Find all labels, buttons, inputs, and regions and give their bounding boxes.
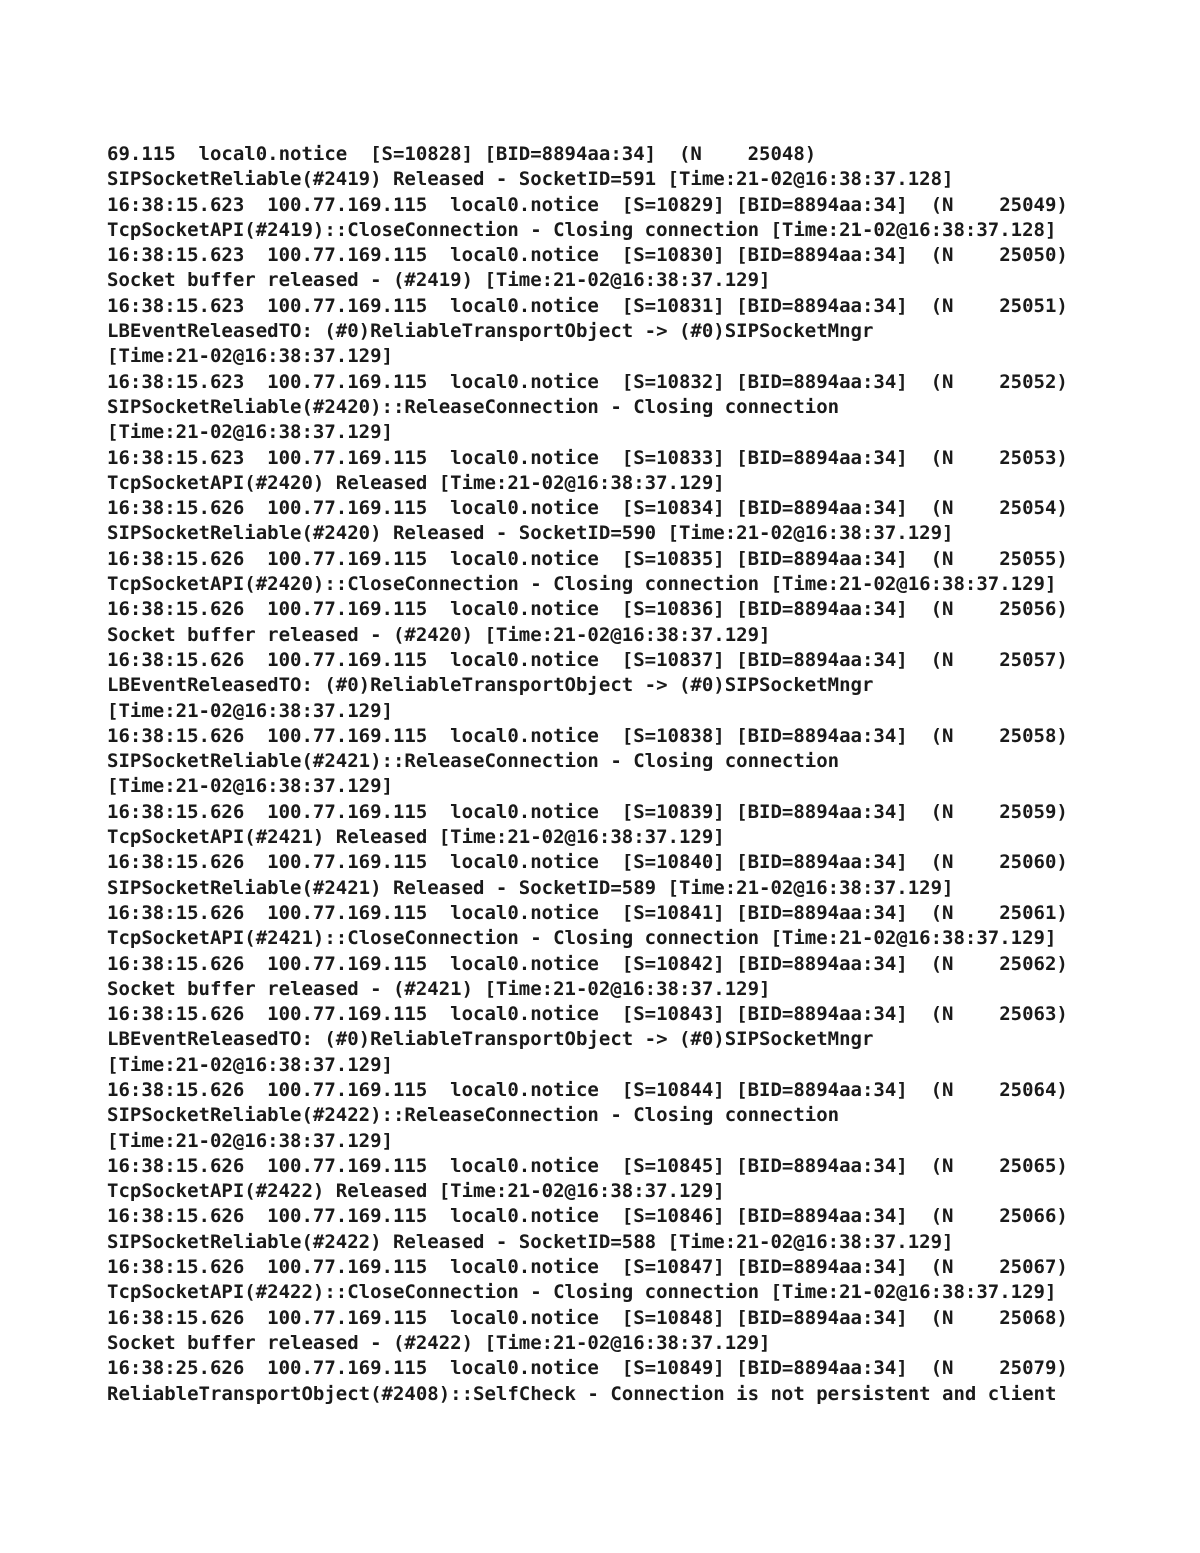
log-line: [Time:21-02@16:38:37.129] <box>107 1129 393 1152</box>
log-line: 16:38:25.626 100.77.169.115 local0.notice [S=10849] [BID=8894aa:34] (N 25079) <box>107 1357 1068 1380</box>
log-line: [Time:21-02@16:38:37.129] <box>107 699 393 722</box>
log-line: 16:38:15.626 100.77.169.115 local0.notice [S=10840] [BID=8894aa:34] (N 25060) <box>107 851 1068 874</box>
log-line: 69.115 local0.notice [S=10828] [BID=8894aa:34] (N 25048) <box>107 143 817 165</box>
log-line: LBEventReleasedTO: (#0)ReliableTransportObject -> (#0)SIPSocketMngr <box>107 674 874 697</box>
log-line: [Time:21-02@16:38:37.129] <box>107 421 393 444</box>
log-line: TcpSocketAPI(#2422)::CloseConnection - Closing connection [Time:21-02@16:38:37.129] <box>107 1281 1057 1304</box>
log-line: [Time:21-02@16:38:37.129] <box>107 345 393 368</box>
log-line: 16:38:15.623 100.77.169.115 local0.notice [S=10831] [BID=8894aa:34] (N 25051) <box>107 294 1068 317</box>
log-line: 16:38:15.626 100.77.169.115 local0.notice [S=10846] [BID=8894aa:34] (N 25066) <box>107 1205 1068 1228</box>
log-line: SIPSocketReliable(#2422)::ReleaseConnection - Closing connection <box>107 1104 840 1127</box>
log-line: SIPSocketReliable(#2420) Released - SocketID=590 [Time:21-02@16:38:37.129] <box>107 522 954 545</box>
log-line: 16:38:15.626 100.77.169.115 local0.notice [S=10841] [BID=8894aa:34] (N 25061) <box>107 901 1068 924</box>
log-line: 16:38:15.626 100.77.169.115 local0.notice [S=10847] [BID=8894aa:34] (N 25067) <box>107 1256 1068 1279</box>
log-line: SIPSocketReliable(#2420)::ReleaseConnection - Closing connection <box>107 395 840 418</box>
log-listing <box>107 142 1182 1407</box>
log-line: TcpSocketAPI(#2420)::CloseConnection - Closing connection [Time:21-02@16:38:37.129] <box>107 573 1057 596</box>
log-line: Socket buffer released - (#2419) [Time:21-02@16:38:37.129] <box>107 269 771 292</box>
log-line: 16:38:15.626 100.77.169.115 local0.notice [S=10848] [BID=8894aa:34] (N 25068) <box>107 1306 1068 1329</box>
log-line: 16:38:15.623 100.77.169.115 local0.notice [S=10832] [BID=8894aa:34] (N 25052) <box>107 370 1068 393</box>
log-line: Socket buffer released - (#2422) [Time:21-02@16:38:37.129] <box>107 1331 771 1354</box>
log-line: TcpSocketAPI(#2420) Released [Time:21-02@16:38:37.129] <box>107 471 725 494</box>
log-line: 16:38:15.626 100.77.169.115 local0.notice [S=10845] [BID=8894aa:34] (N 25065) <box>107 1154 1068 1177</box>
log-line: TcpSocketAPI(#2421)::CloseConnection - Closing connection [Time:21-02@16:38:37.129] <box>107 927 1057 950</box>
log-line: SIPSocketReliable(#2421) Released - SocketID=589 [Time:21-02@16:38:37.129] <box>107 876 954 899</box>
log-line: TcpSocketAPI(#2422) Released [Time:21-02@16:38:37.129] <box>107 1180 725 1203</box>
log-line: SIPSocketReliable(#2421)::ReleaseConnection - Closing connection <box>107 750 840 773</box>
log-line: 16:38:15.626 100.77.169.115 local0.notice [S=10836] [BID=8894aa:34] (N 25056) <box>107 598 1068 621</box>
log-line: Socket buffer released - (#2421) [Time:21-02@16:38:37.129] <box>107 977 771 1000</box>
log-line: 16:38:15.626 100.77.169.115 local0.notice [S=10843] [BID=8894aa:34] (N 25063) <box>107 1003 1068 1026</box>
log-line: 16:38:15.626 100.77.169.115 local0.notice [S=10842] [BID=8894aa:34] (N 25062) <box>107 952 1068 975</box>
log-line: Socket buffer released - (#2420) [Time:21-02@16:38:37.129] <box>107 623 771 646</box>
log-line: 16:38:15.626 100.77.169.115 local0.notice [S=10834] [BID=8894aa:34] (N 25054) <box>107 497 1068 520</box>
log-line: TcpSocketAPI(#2421) Released [Time:21-02@16:38:37.129] <box>107 826 725 849</box>
log-line: 16:38:15.626 100.77.169.115 local0.notice [S=10844] [BID=8894aa:34] (N 25064) <box>107 1078 1068 1101</box>
log-line: 16:38:15.626 100.77.169.115 local0.notice [S=10837] [BID=8894aa:34] (N 25057) <box>107 648 1068 671</box>
log-line: 16:38:15.623 100.77.169.115 local0.notice [S=10830] [BID=8894aa:34] (N 25050) <box>107 244 1068 267</box>
log-line: 16:38:15.626 100.77.169.115 local0.notice [S=10838] [BID=8894aa:34] (N 25058) <box>107 724 1068 747</box>
log-line: [Time:21-02@16:38:37.129] <box>107 1053 393 1076</box>
log-line: 16:38:15.623 100.77.169.115 local0.notice [S=10829] [BID=8894aa:34] (N 25049) <box>107 193 1068 216</box>
log-line: 16:38:15.623 100.77.169.115 local0.notice [S=10833] [BID=8894aa:34] (N 25053) <box>107 446 1068 469</box>
log-line: TcpSocketAPI(#2419)::CloseConnection - Closing connection [Time:21-02@16:38:37.128] <box>107 218 1057 241</box>
log-line: [Time:21-02@16:38:37.129] <box>107 775 393 798</box>
log-line: LBEventReleasedTO: (#0)ReliableTransportObject -> (#0)SIPSocketMngr <box>107 1028 874 1051</box>
log-line: SIPSocketReliable(#2422) Released - SocketID=588 [Time:21-02@16:38:37.129] <box>107 1230 954 1253</box>
log-line: ReliableTransportObject(#2408)::SelfCheck - Connection is not persistent and client <box>107 1382 1057 1405</box>
log-line: LBEventReleasedTO: (#0)ReliableTransportObject -> (#0)SIPSocketMngr <box>107 320 874 343</box>
log-line: 16:38:15.626 100.77.169.115 local0.notice [S=10839] [BID=8894aa:34] (N 25059) <box>107 800 1068 823</box>
log-line: SIPSocketReliable(#2419) Released - SocketID=591 [Time:21-02@16:38:37.128] <box>107 168 954 191</box>
log-line: 16:38:15.626 100.77.169.115 local0.notice [S=10835] [BID=8894aa:34] (N 25055) <box>107 547 1068 570</box>
